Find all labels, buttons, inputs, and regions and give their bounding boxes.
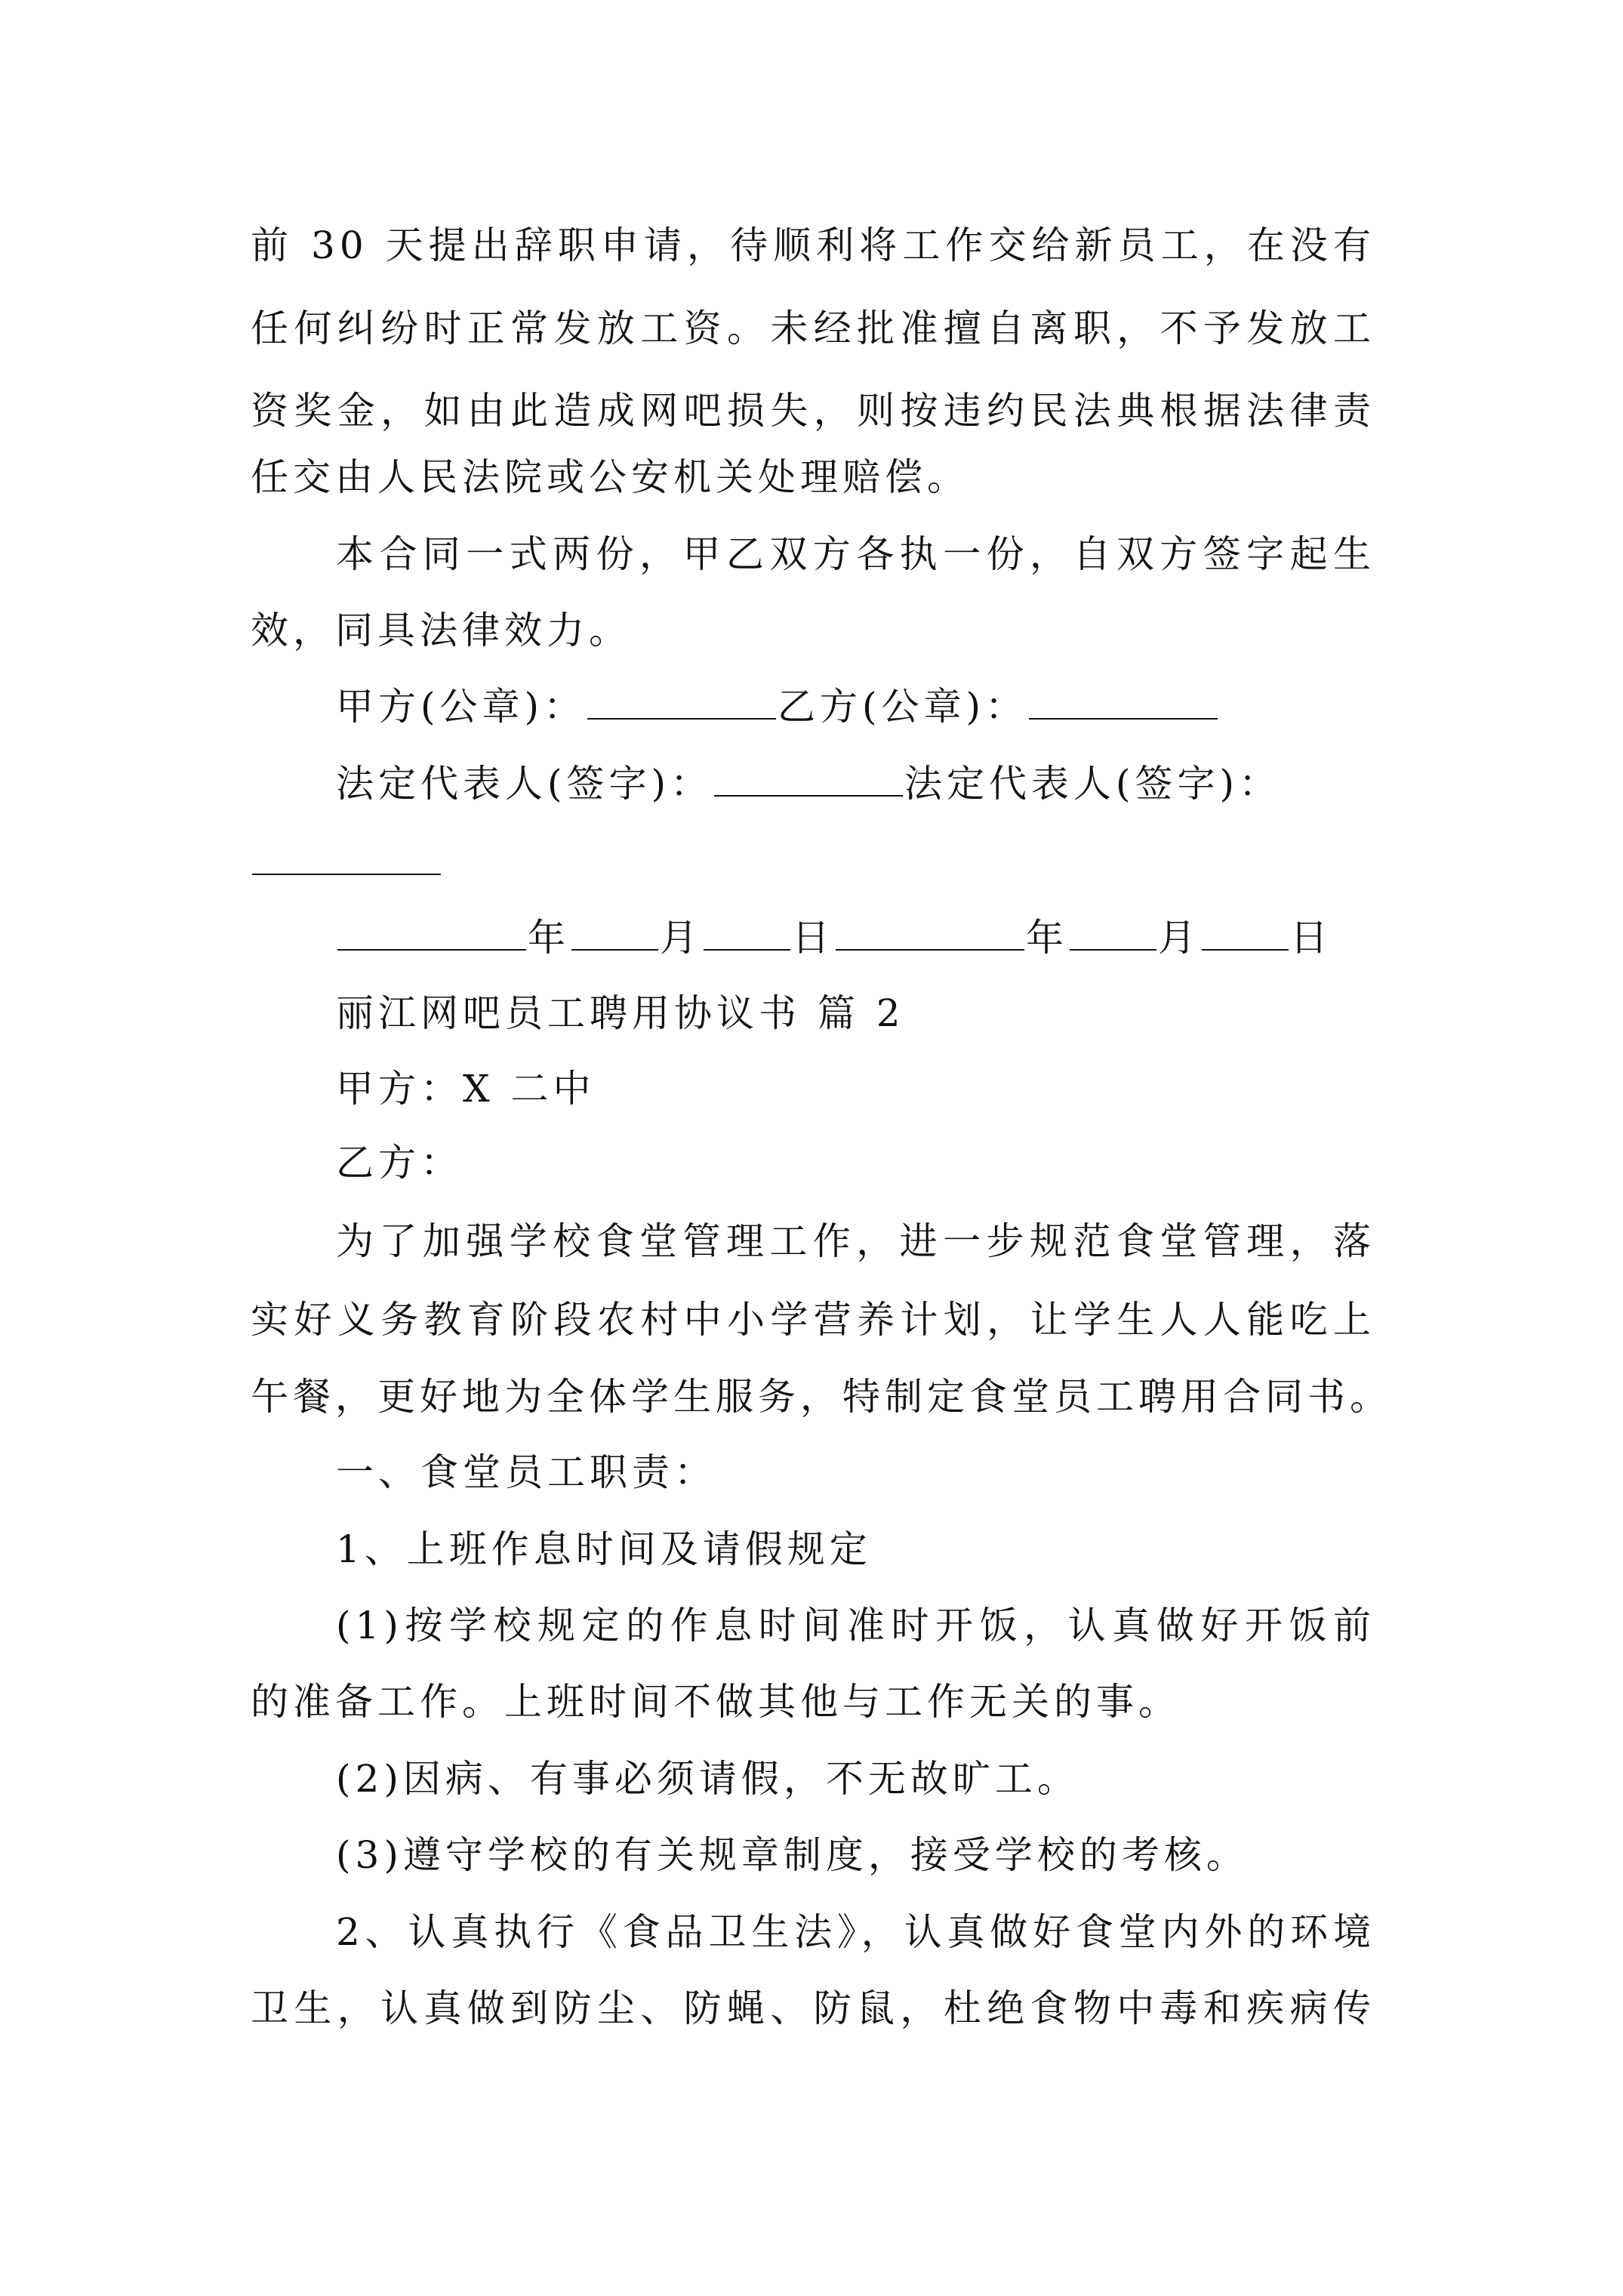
- list-item: 2、认真执行《食品卫生法》，认真做好食堂内外的环境: [336, 1910, 1375, 1954]
- paragraph-line: 前 30 天提出辞职申请，待顺利将工作交给新员工，在没有: [251, 223, 1375, 267]
- paragraph-line: 为了加强学校食堂管理工作，进一步规范食堂管理，落: [336, 1219, 1375, 1263]
- paragraph-line: 本合同一式两份，甲乙双方各执一份，自双方签字起生: [336, 532, 1375, 576]
- day-label: 日: [792, 916, 834, 960]
- year-blank-b[interactable]: [836, 914, 1024, 951]
- party-a-seal-label: 甲方(公章)：: [336, 685, 587, 729]
- signature-line-representatives: [0, 760, 1623, 808]
- signature-overflow-line: [0, 838, 1623, 886]
- party-b-line: 乙方：: [336, 1141, 463, 1185]
- year-label: 年: [528, 916, 570, 960]
- party-b-seal-blank[interactable]: [1029, 683, 1218, 720]
- list-item: (1)按学校规定的作息时间准时开饭，认真做好开饭前: [336, 1604, 1375, 1647]
- paragraph-line: 资奖金，如由此造成网吧损失，则按违约民法典根据法律责: [251, 389, 1375, 433]
- paragraph-line: 卫生，认真做到防尘、防蝇、防鼠，杜绝食物中毒和疾病传: [251, 1986, 1375, 2030]
- date-line: [0, 914, 1623, 962]
- paragraph-line: 午餐，更好地为全体学生服务，特制定食堂员工聘用合同书。: [251, 1375, 1392, 1419]
- month-label: 月: [1158, 916, 1200, 960]
- party-a-representative-blank[interactable]: [714, 760, 903, 797]
- party-b-representative-label: 法定代表人(签字)：: [904, 762, 1282, 806]
- paragraph-line: 效，同具法律效力。: [251, 609, 631, 652]
- paragraph-line: 实好义务教育阶段农村中小学营养计划，让学生人人能吃上: [251, 1298, 1375, 1342]
- list-item: 1、上班作息时间及请假规定: [336, 1527, 872, 1571]
- section-title: 丽江网吧员工聘用协议书 篇 2: [336, 991, 905, 1035]
- signature-line-parties: [0, 683, 1623, 731]
- party-b-representative-blank[interactable]: [252, 839, 441, 875]
- paragraph-line: 的准备工作。上班时间不做其他与工作无关的事。: [251, 1680, 1181, 1724]
- year-blank-a[interactable]: [337, 914, 526, 951]
- month-blank-a[interactable]: [571, 914, 658, 951]
- day-blank-b[interactable]: [1202, 914, 1289, 951]
- party-a-line: 甲方：X 二中: [336, 1067, 596, 1111]
- paragraph-line: 任交由人民法院或公安机关处理赔偿。: [251, 455, 969, 499]
- party-a-seal-blank[interactable]: [587, 683, 776, 720]
- year-label: 年: [1026, 916, 1068, 960]
- section-heading: 一、食堂员工职责：: [336, 1450, 716, 1494]
- month-blank-b[interactable]: [1070, 914, 1156, 951]
- month-label: 月: [660, 916, 702, 960]
- list-item: (2)因病、有事必须请假，不无故旷工。: [336, 1757, 1079, 1801]
- party-a-representative-label: 法定代表人(签字)：: [336, 762, 713, 806]
- day-label: 日: [1290, 916, 1332, 960]
- party-b-seal-label: 乙方(公章)：: [778, 685, 1028, 729]
- day-blank-a[interactable]: [704, 914, 790, 951]
- paragraph-line: 任何纠纷时正常发放工资。未经批准擅自离职，不予发放工: [251, 307, 1375, 350]
- list-item: (3)遵守学校的有关规章制度，接受学校的考核。: [336, 1833, 1249, 1877]
